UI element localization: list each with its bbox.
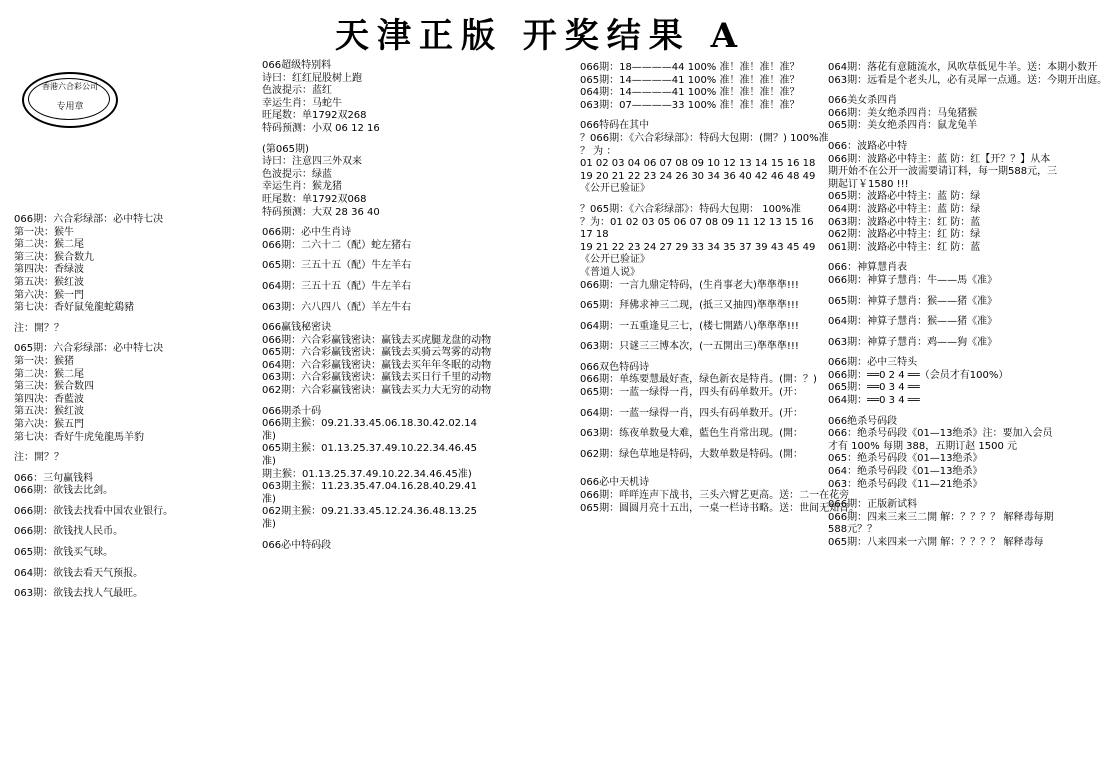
text-line: 色波提示：绿蓝 <box>262 168 332 180</box>
text-line: 066绝杀号码段 <box>828 415 898 427</box>
text-line: 065期：圆圆月亮十五出，一桌一栏诗书略。送：世间无知音。 <box>580 502 860 514</box>
text-line: 19 20 21 22 23 24 26 30 34 36 40 42 46 48 49 <box>580 170 816 182</box>
text-line: 063期：六合彩赢钱密诀：赢钱去买日行千里的动物 <box>262 372 492 384</box>
text-line: 066期：六合彩赢钱密诀：赢钱去买虎腿龙盘的动物 <box>262 334 492 346</box>
text-line: 066期：四来三来三二開 解：？？？？ 解释毒每期588元？？ <box>828 511 1054 536</box>
text-line: 066期：必中生肖诗 <box>262 227 352 239</box>
text-line: ？066期：《六合彩绿部》：特码大包期：(開？) 100%准 <box>580 132 829 144</box>
text-line: 063期：六八四八（配）羊左牛右 <box>262 301 412 313</box>
text-line: 第五决：猴红波 <box>14 406 84 418</box>
text-line: 064期：波路必中特主：蓝 防：绿 <box>828 203 981 215</box>
column-3 <box>580 62 860 515</box>
spacer <box>262 294 482 302</box>
text-line: 066期：咩咩连声下战书，三头六臂艺更高。送：二一在花旁 <box>580 490 850 502</box>
text-line: 062期：六合彩赢钱密诀：赢钱去买力大无穷的动物 <box>262 385 492 397</box>
text-line: 066双色特码诗 <box>580 361 650 373</box>
text-line: 第二决：猴二尾 <box>14 368 84 380</box>
text-line: 066期：欲钱去比剑。 <box>14 485 114 497</box>
text-line: 066超级特别料 <box>262 60 332 71</box>
text-line: 诗曰：注意四三外双来 <box>262 156 362 168</box>
spacer <box>262 273 482 281</box>
text-line: 第七决：香好牛虎兔龍馬羊豹 <box>14 431 144 443</box>
text-line: 066期杀十码 <box>262 405 322 417</box>
spacer <box>580 313 816 321</box>
text-line: 《普道人说》 <box>580 266 640 278</box>
text-line: ？ 为 ： <box>580 145 617 157</box>
spacer <box>262 314 482 322</box>
text-line: 063：绝杀号码段《11—21绝杀》 <box>828 478 983 490</box>
text-line: 066期：18————44 100% 准！准！准！准？ <box>580 62 800 73</box>
text-line: 065期主猴：01.13.25.37.49.10.22.34.46.45准) <box>262 443 477 468</box>
text-line: 19 21 22 23 24 27 29 33 34 35 37 39 43 45 49 <box>580 241 816 253</box>
text-line: 第六决：猴五門 <box>14 418 84 430</box>
spacer <box>828 308 1060 316</box>
spacer <box>262 219 482 227</box>
text-line: 066期：单练要慧最好查，绿色新衣是特肖。(開：？) <box>580 374 817 386</box>
spacer <box>262 398 482 406</box>
spacer <box>828 408 1060 416</box>
text-line: 《公开已验证》 <box>580 254 650 266</box>
text-line: 066特码在其中 <box>580 120 650 132</box>
text-line: 065：绝杀号码段《01—13绝杀》 <box>828 453 983 465</box>
text-line: 064期：══0 3 4 ══ <box>828 395 920 407</box>
text-line: 066美女杀四肖 <box>828 95 898 107</box>
spacer <box>14 465 246 473</box>
text-line: 066：波路必中特 <box>828 140 908 152</box>
text-line: 063期：只谜三三博本次，(一五開出三)準準準!!! <box>580 341 799 353</box>
text-line: 063期：07————33 100% 准！准！准！准？ <box>580 99 800 111</box>
text-line: 064期：一五重逢見三七，(楼七開踏八)準準準!!! <box>580 320 799 332</box>
text-line: 064：绝杀号码段《01—13绝杀》 <box>828 466 983 478</box>
text-line: 旺尾数：单1792双068 <box>262 193 367 205</box>
spacer <box>828 133 1060 141</box>
text-line: 066必中特码段 <box>262 539 332 551</box>
spacer <box>14 315 246 323</box>
spacer <box>262 532 482 540</box>
text-line: 01 02 03 04 06 07 08 09 10 12 13 14 15 16 18 <box>580 158 816 170</box>
spacer <box>580 292 816 300</box>
text-line: 064期：14————41 100% 准！准！准！准？ <box>580 87 800 99</box>
spacer <box>262 136 482 144</box>
text-line: 第四决：香藍波 <box>14 393 84 405</box>
text-line: 064期：一蓝一绿得一肖，四头有码单数开。(开： <box>580 407 803 419</box>
text-line: 065期：欲钱买气球。 <box>14 547 114 559</box>
spacer <box>14 539 246 547</box>
text-line: 第三决：猴合数四 <box>14 381 94 393</box>
text-line: 063期：欲钱去找人气最旺。 <box>14 588 144 600</box>
spacer <box>14 560 246 568</box>
text-line: 注：開？？ <box>14 322 64 334</box>
text-line: 第三决：猴合数九 <box>14 251 94 263</box>
text-line: 063期：波路必中特主：红 防：蓝 <box>828 216 981 228</box>
text-line: (第065期) <box>262 143 309 155</box>
text-line: 《公开已验证》 <box>580 183 650 195</box>
text-line: 065期：══0 3 4 ══ <box>828 382 920 394</box>
company-seal <box>22 72 118 128</box>
spacer <box>828 329 1060 337</box>
text-line: 065期：六合彩赢钱密诀：赢钱去买骑云驾雾的动物 <box>262 347 492 359</box>
text-line: 065期：三五十五（配）牛左羊右 <box>262 260 412 272</box>
text-line: 066赢钱秘密诀 <box>262 322 332 334</box>
column-1 <box>14 214 246 601</box>
text-line: 第二决：猴二尾 <box>14 239 84 251</box>
spacer <box>580 196 816 204</box>
text-line: 062期：绿色草地是特码，大数单数是特码。(開： <box>580 448 803 460</box>
text-line: 第四决：香绿波 <box>14 264 84 276</box>
text-line: 064期：六合彩赢钱密诀：赢钱去买年年冬眠的动物 <box>262 359 492 371</box>
spacer <box>580 354 816 362</box>
text-line: 066期：必中三特头 <box>828 357 918 369</box>
text-line: 066期：美女绝杀四肖：马兔猪猴 <box>828 107 978 119</box>
text-line: 065期：美女绝杀四肖：鼠龙兔羊 <box>828 120 978 132</box>
text-line: 066期：欲钱找人民币。 <box>14 526 124 538</box>
seal-bottom-text: 专用章 <box>56 102 84 112</box>
text-line: 诗曰：红红屁股树上跑 <box>262 72 362 84</box>
text-line: 061期：波路必中特主：红 防：蓝 <box>828 241 981 253</box>
text-line: 065期：波路必中特主：蓝 防：绿 <box>828 191 981 203</box>
page-title: 天津正版 开奖结果 A <box>334 16 746 56</box>
text-line: 064期：三五十五（配）牛左羊右 <box>262 280 412 292</box>
text-line: 066期：波路必中特主：蓝 防：红【开？？】从本期开始不在公开一波需要请订料，每一期588元，三期起订￥1580 !!! <box>828 153 1058 190</box>
seal-top-text: 香港六合彩公司 <box>42 82 98 91</box>
text-line: 066期：══0 2 4 ══（会员才有100%） <box>828 369 1009 381</box>
text-line: 066：神算慧肖表 <box>828 262 908 274</box>
text-line: 065期：六合彩绿部：必中特七决 <box>14 343 164 355</box>
text-line: 065期：八来四来一六開 解：？？？？ 解释毒每 <box>828 537 1044 548</box>
text-line: 幸运生肖：猴龙猪 <box>262 181 342 193</box>
spacer <box>14 444 246 452</box>
text-line: 第一决：猴牛 <box>14 226 74 238</box>
text-line: 第五决：猴红波 <box>14 276 84 288</box>
text-line: 065期：神算子慧肖：猴——猪《准》 <box>828 295 998 307</box>
text-line: 066：绝杀号码段《01—13绝杀》注：要加入会员才有 100% 每期 388，五期订赵 1500 元 <box>828 428 1053 452</box>
text-line: 特码预测：小双 06 12 16 <box>262 122 380 134</box>
text-line: 066期：欲钱去找看中国农业银行。 <box>14 505 174 517</box>
text-line: 066：三句赢钱料 <box>14 472 94 484</box>
column-2 <box>262 60 492 552</box>
text-line: 注：開？？ <box>14 452 64 464</box>
text-line: 063期：练夜单数曼大难，藍色生肖常出现。(開： <box>580 428 803 440</box>
text-line: 特码预测：大双 28 36 40 <box>262 206 380 218</box>
text-line: 064期：神算子慧肖：猴——猪《准》 <box>828 316 998 328</box>
text-line: 066期：神算子慧肖：牛——馬《准》 <box>828 274 998 286</box>
spacer <box>14 498 246 506</box>
spacer <box>580 400 816 408</box>
text-line: 066期：二六十二（配）蛇左猪右 <box>262 239 412 251</box>
text-line: 色波提示：蓝红 <box>262 85 332 97</box>
text-line: 062期：波路必中特主：红 防：绿 <box>828 229 981 241</box>
text-line: 第一决：猴猪 <box>14 355 74 367</box>
text-line: 幸运生肖：马蛇牛 <box>262 97 342 109</box>
spacer <box>580 441 816 449</box>
text-line: 066必中天机诗 <box>580 477 650 489</box>
text-line: 期主猴：01.13.25.37.49.10.22.34.46.45准) <box>262 468 472 480</box>
text-line: 第七决：香好鼠兔龍蛇鶏豬 <box>14 302 134 314</box>
text-line: 066期：正版新试料 <box>828 499 918 511</box>
spacer <box>580 461 816 469</box>
text-line: 064期：欲钱去看天气预报。 <box>14 567 144 579</box>
text-line: 064期：落花有意随流水，风吹草低见牛羊。送：本期小数开 <box>828 62 1098 73</box>
text-line: 063期：远看是个老头儿，必有灵犀一点通。送：今期开出庭。 <box>828 74 1107 86</box>
text-line: 062期主猴：09.21.33.45.12.24.36.48.13.25准) <box>262 506 477 530</box>
text-line: 066期主猴：09.21.33.45.06.18.30.42.02.14准) <box>262 418 477 442</box>
text-line: ？为：01 02 03 05 06 07 08 09 11 12 13 15 16 17 18 <box>580 216 814 241</box>
text-line: 066期：一言九鼎定特码，(生肖事老大)準準準!!! <box>580 279 799 291</box>
spacer <box>828 288 1060 296</box>
text-line: 第六决：猴一門 <box>14 289 84 301</box>
text-line: 063期：神算子慧肖：鸡——狗《准》 <box>828 336 998 348</box>
text-line: 旺尾数：单1792双268 <box>262 110 367 122</box>
text-line: 065期：拜佛求神三二现，(抵三又抽四)準準準!!! <box>580 300 799 312</box>
text-line: 065期：14————41 100% 准！准！准！准？ <box>580 74 800 86</box>
column-4 <box>828 62 1107 550</box>
spacer <box>828 87 1060 95</box>
text-line: 063期主猴：11.23.35.47.04.16.28.40.29.41准) <box>262 481 477 505</box>
text-line: ？065期：《六合彩绿部》：特码大包期： 100%准 <box>580 203 801 215</box>
text-line: 065期：一蓝一绿得一肖，四头有码单数开。(开： <box>580 387 803 399</box>
text-line: 066期：六合彩绿部：必中特七决 <box>14 214 164 225</box>
